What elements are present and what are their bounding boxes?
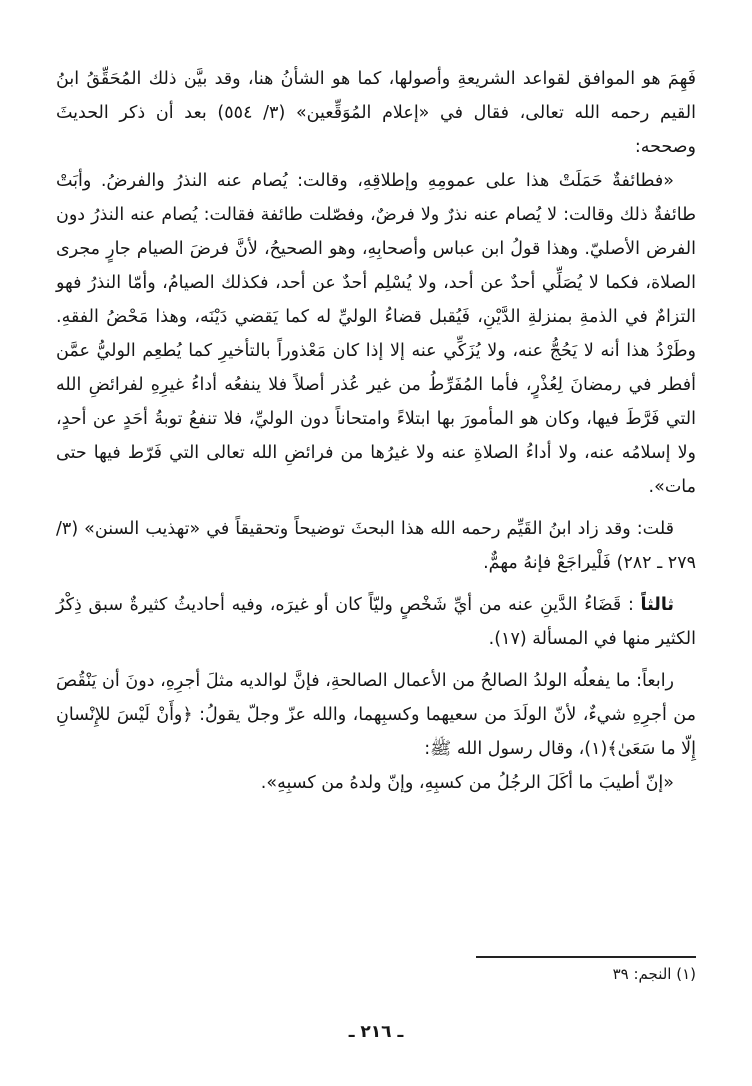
text-line: «فطائفةٌ حَمَلَتْ هذا على عمومِهِ وإطلاقِهِ، وقالت: يُصام عنه النذرُ <box>174 171 674 191</box>
point-label: ثالثاً <box>640 595 674 615</box>
author-note-paragraph <box>56 512 696 580</box>
text-line: السنن» (٣/ ٢٧٩ ـ ٢٨٢) فَلْيراجَعْ فإنهُ مهمٌّ. <box>56 519 696 573</box>
quoted-passage <box>56 164 696 504</box>
third-point-paragraph <box>56 588 696 656</box>
text-line: فقالت: يُصام عنه النذرُ دون الفرض الأصليّ. وهذا قولُ ابن عباس وأصحابِهِ، <box>56 205 696 259</box>
footnote: (١) النجم: ٣٩ <box>612 965 696 983</box>
hadith-quote <box>56 766 696 800</box>
text-line: الله التي فَرَّطَ فيها، وكان هو المأمورَ بها ابتلاءً وامتحاناً دون الوليِّ، فلا تنفعُ توبةُ <box>56 375 696 429</box>
text-line: أنه لا يَحُجُّ عنه، ولا يُزَكِّي عنه إلا إذا كان مَعْذوراً بالتأخيرِ كما يُطعِم الوليُّ عمَّن <box>56 341 620 361</box>
text-line: وهو الصحيحُ، لأنَّ فرضَ الصيام جارٍ مجرى الصلاة، فكما لا يُصَلِّي أحدٌ عن <box>56 239 696 293</box>
text-line: فَهِمَ هو الموافق لقواعد الشريعةِ وأصولها، كما هو الشأنُ هنا، وقد بيَّن ذلك <box>148 69 696 89</box>
text-line: وجلّ يقولُ: ﴿وأَنْ لَيْسَ للإِنْسانِ إِلّا ما سَعَىٰ﴾(١)، وقال رسول الله ﷺ: <box>56 705 696 759</box>
text-line: والفرضُ. وأبَتْ طائفةٌ ذلك وقالت: لا يُصام عنه نذرٌ ولا فرضٌ، وفصّلت طائفة <box>56 171 696 225</box>
page-number: ـ ٢١٦ ـ <box>348 1022 404 1042</box>
text-line: تعالى التي فَرّط فيها حتى مات». <box>56 443 696 497</box>
fourth-point-paragraph <box>56 664 696 766</box>
opening-paragraph <box>56 62 696 164</box>
text-line: قلت: وقد زاد ابنُ القَيِّم رحمه الله هذا البحثَ توضيحاً وتحقيقاً في «تهذيب <box>145 519 674 539</box>
text-line: أحَدٍ عن أحدٍ، ولا إسلامُه عنه، ولا أداءُ الصلاةِ عنه ولا غيرُها من فرائضِ الله <box>56 409 696 463</box>
text-line: المُحَقِّقُ ابنُ القيم رحمه الله تعالى، فقال في «إعلام المُوَقِّعين» (٣/ ٥٥٤) بعد أن <box>56 69 696 123</box>
text-line: بمنزلةِ الدَّيْنِ، فَيُقبل قضاءُ الوليِّ له كما يَقضي دَيْنَه، وهذا مَحْضُ الفقهِ. وطَرْدُ هذا <box>56 307 696 361</box>
text-line: أجرِهِ، دونَ أن يَنْقُصَ من أجرِهِ شيءٌ، لأنّ الولَدَ من سعيهما وكسبِهما، والله عزّ <box>56 671 696 725</box>
text-line: رابعاً: ما يفعلُه الولدُ الصالحُ من الأعمال الصالحةِ، فإنَّ لوالديه مثلَ <box>205 671 675 691</box>
text-line: «إنّ أطيبَ ما أكَلَ الرجُلُ من كسبِهِ، وإنّ ولدهُ من كسبِهِ». <box>260 773 674 793</box>
text-line: : قَضَاءُ الدَّينِ عنه من أيِّ شَخْصٍ وليّاً كان أو غيرَه، وفيه أحاديثُ كثيرةٌ <box>129 595 634 615</box>
text-line: ذكر الحديثَ وصححه: <box>56 103 696 157</box>
text-line: سبق ذِكْرُ الكثير منها في المسألة (١٧). <box>56 595 696 649</box>
footnote-divider <box>476 956 696 958</box>
text-line: أفطر في رمضانَ لِعُذْرٍ، فأما المُفَرِّطُ من غير عُذر أصلاً فلا ينفعُه أداءُ غيرِهِ لفرائضِ <box>88 375 696 395</box>
main-text <box>56 62 696 800</box>
text-line: أحد، ولا يُسْلِم أحدٌ عن أحد، فكذلك الصيامُ، وأمّا النذرُ فهو التزامٌ في الذمةِ <box>56 273 696 327</box>
